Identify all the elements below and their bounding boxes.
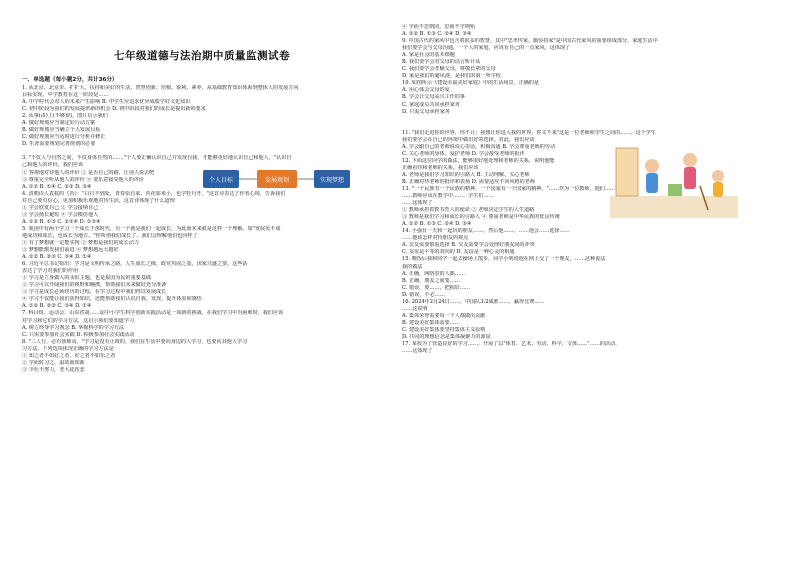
left-question-list [22,85,382,374]
question-line: 己和他人的评价，我们应该 [22,162,84,169]
question-line [22,148,382,155]
question-line: B. 做好规划应当确立个人发展目标 [22,127,101,134]
question-line: ② 学而时习之，温故而知新 [22,359,85,366]
question-line: A. ①② B. ①③ C. ②④ D. ③④ [402,221,472,228]
question-line: 12. 下面这位同学的做法，能够很好地处理和老师的关系，说明他能 [402,157,555,164]
question-line: 我们要学会在自己的环境中做出好的选择。对此，我们应该 [402,136,535,143]
question-line: B. 学会让父母高兴工作的事 [402,94,466,101]
question-line: C. 家庭成员共同承担家务 [402,101,460,108]
child-head-icon [712,170,724,182]
question-line: ③ 梦想能激发我们前进 ④ 梦想越远大越好 [22,247,119,254]
question-line: C. 建设美好集体要坚持集体主义原则 [402,326,486,333]
question-line: A. ①② B. ①③ C. ②④ D. ③④ [402,31,472,38]
question-line: ③ 尊重完全听从他人的评价 ④ 要乐意接受他人的评价 [22,176,145,183]
question-line: A. ①② B. ①④ C. ②③ D. ③④ [22,183,92,190]
question-line: 正确看待和老师的关系。我们应该 [402,164,479,171]
question-line: A. 集体荣誉需要每一个人都做出贡献 [402,312,486,319]
question-line: ① 有了梦想就一定能实现 ② 梦想是我们的成长动力 [22,239,139,246]
question-line: C. 只需要参加社会实践 D. 积极参加社会实践活动 [22,331,135,338]
question-line: ① 知之者不如好之者，好之者不如乐之者 [22,352,116,359]
question-line: ① 学会欣赏自己 ② 学会接纳自己 [22,204,99,211]
right-column [402,24,762,355]
question-line: ③ 学会扬长避短 ④ 学会模仿他人 [22,211,99,218]
planning-diagram [202,162,352,198]
question-line: ③ 学习是成长必须经历的过程，在学习过程中我们得以发展成长 [22,289,167,296]
question-line: 目标实现。中学教育在这一阶段是…… [22,92,109,99]
question-line: 7. 科目组、运动会、山东省第……届中小学生科学创新实践活动是一项新的挑战，在我们学习中有困难时，我们应该 [22,310,284,317]
question-line: A. 交友需要慎重选择 B. 交友需要学会处理好朋友间的冲突 [402,242,535,249]
question-line: 习方法。下列选项体现正确的学习方法是 [22,345,114,352]
door-shape [616,148,638,196]
question-line: D. 只需父母承担家务 [402,108,450,115]
question-line: 对学习和它们的学习方法，这启示我们要知道学习 [22,317,135,324]
bucket-icon [668,184,682,196]
question-line: 地成功和成长，也成长为地方。"你所谓我们成长了，我们会理解他们也同样了 [22,232,198,239]
person-body-icon [646,173,658,193]
question-line: D. 错误，不必…… [402,291,445,298]
question-line: 8. "三人行，必有我师焉。"学习是没有止境的，我们在生活中要向身边的人学习，也要向其他人学习 [22,338,248,345]
question-line: C. 做好规划应当适时进行分析并修正 [22,134,106,141]
left-column [22,22,382,374]
floor-shape [610,196,738,218]
question-line: D. 共同的理想信念是集体凝聚力的源泉 [402,333,491,340]
question-line: D. 家是我们的避风港，是我们的第一所学校 [402,73,501,80]
person-head-icon [645,159,659,173]
question-line: ……他该怎样对待朋友的观点 [402,235,469,242]
question-line [402,116,762,123]
question-line: A. 用心体会父母的爱 [402,87,450,94]
question-line: A. 老师是我们学习知识的引路人 B. 主动理解、关心老师 [402,171,530,178]
question-line: B. 我们要学会对父母的话言听计从 [402,59,481,66]
question-line: A. ①② B. ②③ C. ③④ D. ①④ [22,303,92,310]
question-line: 1. 从北京、北京市、扩扩大、扶持和美好的生活、智慧创新、培植、锐利、素养，从基础教育知识体系到整体人的发展方向 [22,85,299,91]
question-line: B. 正确对待老师的批评和表扬 D. 需要适应不同风格的老师 [402,178,535,185]
question-line: B. 正确，朋友之间要…… [402,277,460,284]
question-line: 10. 如图所示《建设幸福美好家庭》中的生活场景，正确的是 [402,80,540,87]
question-line: 表达了学习对我们的作用 [22,268,79,275]
question-line: C. 初中阶段为我们的发展提供新的机会 D. 初中阶段对我们的成长是提出新的要求 [22,106,206,113]
question-line: C. 关心老师的身体，爱护老师 D. 学会接受老师的批评 [402,150,525,157]
question-line: 16. 2024年2月24日……，中国队3:2战胜……，赢得比赛…… [402,298,545,305]
question-line: ④ 学习不仅能让我们获得知识，还能帮助我们认识自我、发现、提升体验和感悟 [22,296,202,303]
question-line: 我们要学会与父母沟通，一个人的家庭，应该有自己的一点家风。这体现了 [402,45,571,52]
question-line: B. 建设美好集体需要…… [402,319,460,326]
question-line: A. 学会跟自己的老师说说心里话，积极沟通 B. 学会尊重老师的劳动 [402,143,556,150]
question-line: ④ 学而不思则罔，思而不学则殆 [402,24,475,30]
question-line: 4. 清朝诗人袁枚的《苔》："白日不到处，青春恰自来。苔花如米小，也学牡丹开。"这首诗表达了作者心境，告诉我们 [22,190,286,197]
question-line: 6. 习近平总书记指出：学习是文明传承之路，人生成长之梯，政党巩固之基，国家兴盛之要。这些话 [22,261,248,268]
question-line: 15. 晚饭后我和同学一起去操场上散步，同学小明说他在网上交了一个朋友，……这种说法 [402,256,606,263]
question-line: 5. 我国中有两个学习一个成长于那时代，另一个就是我们一起成长，为此而未来就是这样一个理解。如"发展负不成 [22,225,281,232]
family-chores-illustration [608,136,740,220]
question-line: C. 友谊是平等的双向的 D. 友谊是一种心灵的相通 [402,249,515,256]
question-line: 14. 小强有一天和一起玩的朋友……，然后他……。……他会……选择…… [402,228,570,235]
question-line: 13. "一个民族有一个民族的精神，一个国家有一个国家的精神。"……作为一位教师，他们…… [402,185,616,192]
question-line: ……这体现了 [402,200,433,207]
question-line: 我的做法 [402,263,423,270]
question-line: 2. 从事(由)上(不够)的，图片启示我们 [22,113,108,120]
diagram-label-left: 个人目标 [208,177,234,184]
section-heading: 一、单选题（每小题2分，共计36分） [22,77,118,83]
question-line: ③ 少壮不努力，老大徒伤悲 [22,366,85,373]
question-line: A. ①② B. ②③ C. ③④ D. ①④ [22,254,92,261]
question-line: 3. "不仅人与自然之间，不仅身体自然的......,"个人要正确认识自己并发现自我，才能够更好地认识自己和他人。"认识自 [22,155,292,162]
question-line: A. 正确，网络里的人都…… [402,270,465,277]
question-line: A. 家是社会的基本细胞 [402,52,455,59]
question-line: ……教师应该在教学中……，学生们…… [402,193,494,200]
question-line: D. 生涯需要规划完善规划的必要 [22,141,96,148]
question-line: 对自己要有信心、更加积极乐观地对待生活，这首诗体现了什么道理 [22,197,175,204]
question-line: A. 树立终身学习观念 B. 掌握科学的学习方法 [22,324,125,331]
question-line: A. 中学时代会对人的未来产生影响 B. 中学生应追求优异成绩学好文化知识 [22,99,191,106]
question-line: ……这体现了 [402,348,433,355]
question-line: ③ 教师是我们学习和成长的引路人 ④ 尊重老师是中华民族的优良传统 [402,214,560,221]
question-line: C. 错误，要……，把握好…… [402,284,471,291]
diagram-label-right: 实现梦想 [319,177,345,184]
child-body-icon [713,182,723,197]
question-line [402,123,762,130]
question-line: ……这说明 [402,305,428,312]
question-line: 9. 中国古代的家风中包含着很多的智慧，其中"忠孝传家、勤俭持家"是中国古代家风的重要组成部分。家庭生活中 [402,38,658,45]
question-line: ① 教师承担着教书育人的使命 ② 老师决定学生的人生道路 [402,207,535,214]
diagram-label-mid: 发展规划 [264,177,290,184]
question-line: A. 做好规划应当制定好行动方案 [22,120,96,127]
question-line: A. ①② B. ①③ C. ②③④ D. ①③④ [22,218,101,225]
question-line: 17. 某校为了营造良好的学习……，开展了以"体育、艺术、劳动、科学、文体……"……的活动， [402,341,621,348]
person-body-icon [684,167,696,189]
question-line: ② 学习可以开阔我们的视野和胸襟，帮助我们未来做好充分准备 [22,282,167,289]
question-line: C. 我们要学会孝顺父母，尊敬长辈的父母 [402,66,496,73]
question-line: ① 学习是立身做人的永恒主题，也是报国为民的重要基础 [22,275,151,282]
question-line: ① 客观地对待他人的评价 ② 是否自己的路，让别人说去吧 [22,169,155,176]
page-title: 七年级道德与法治期中质量监测试卷 [114,50,290,62]
question-line: 11. "我们走进你的世界，你不让；我想让你进入我的世界，你又不来"这是一位老师和学生之间的……，这个学生 [402,129,656,136]
person-head-icon [683,153,697,167]
